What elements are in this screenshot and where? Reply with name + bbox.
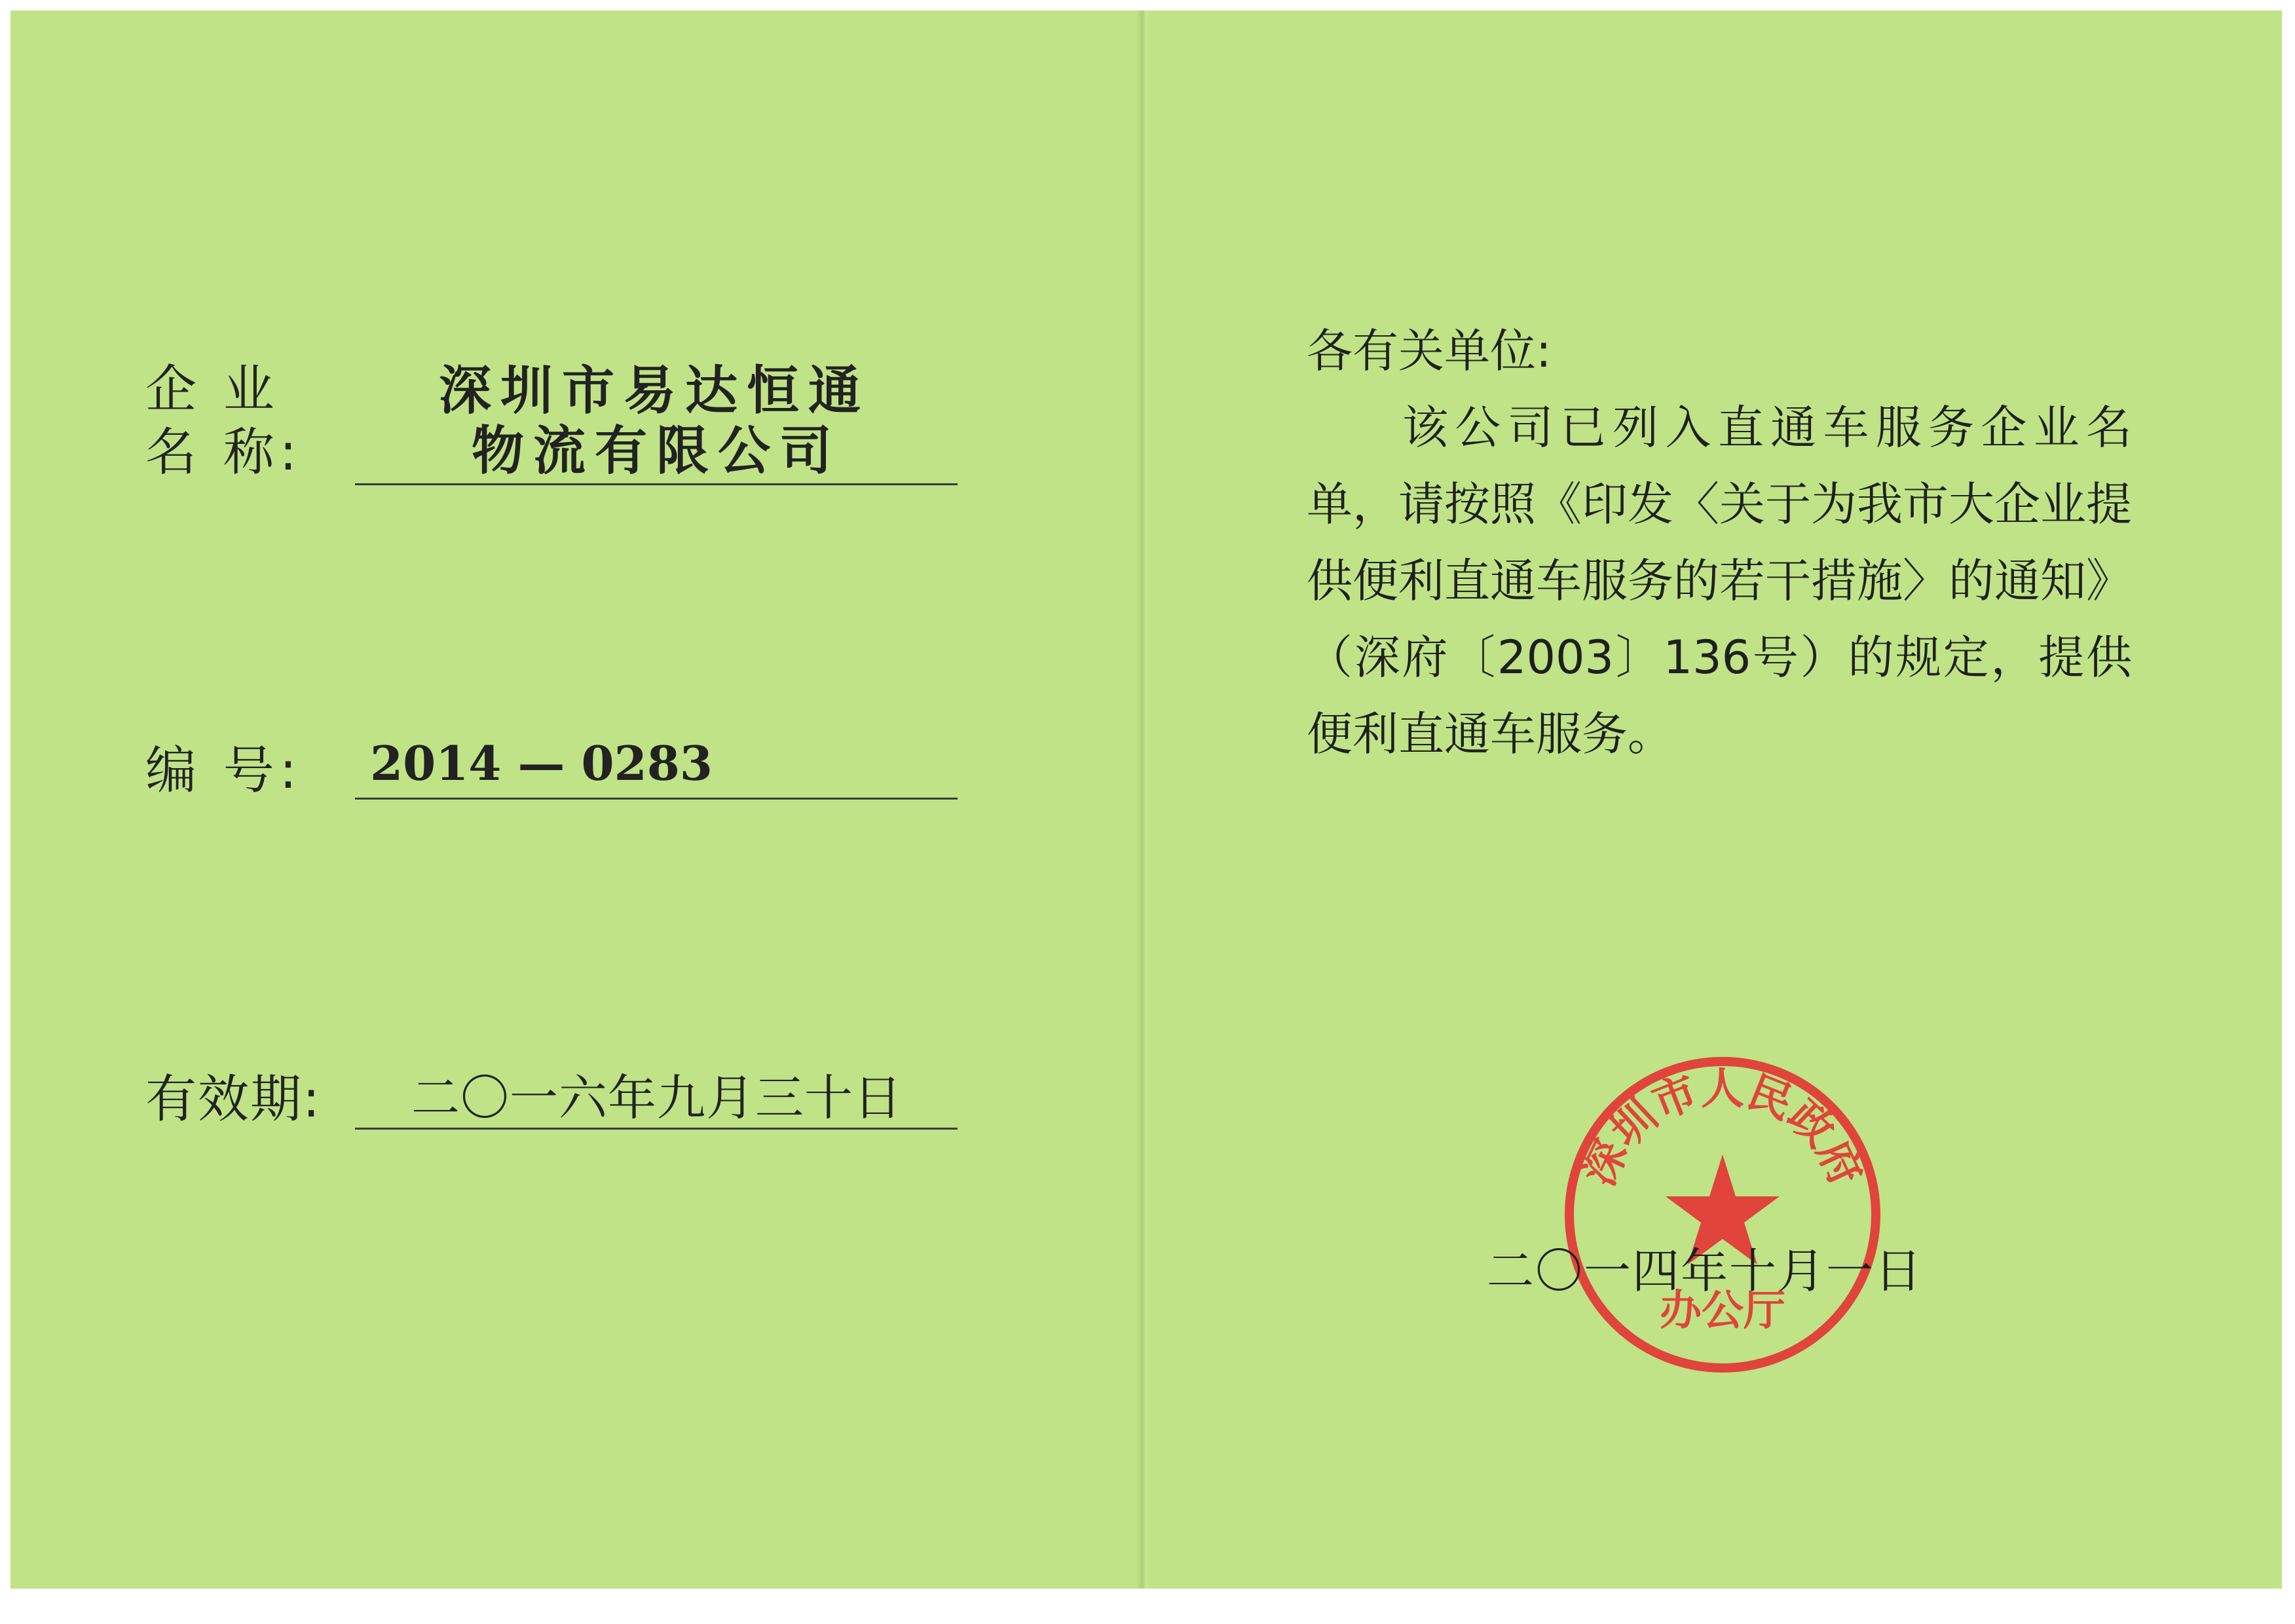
issue-date: 二〇一四年十月一日 [1487,1244,1924,1299]
company-name-line1: 深圳市易达恒通 [439,360,870,421]
seal-bottom-text: 办公厅 [1660,1287,1785,1335]
validity-underline [355,1128,958,1130]
company-name-line2: 物流有限公司 [472,420,841,481]
company-label-line2: 名 称: [145,423,303,482]
certificate-number: 2014 — 0283 [370,735,713,791]
seal-arc-text: 深圳市人民政府 [1573,1063,1872,1194]
validity-label: 有效期: [145,1070,322,1129]
company-label-line1: 企 业 [145,360,280,419]
notice-salutation: 各有关单位: [1307,324,1552,378]
official-seal-icon [1559,1051,1886,1378]
notice-body-text: 该公司已列入直通车服务企业名单，请按照《印发〈关于为我市大企业提供便利直通车服务的若干措施〉的通知》（深府〔2003〕136号）的规定，提供便利直通车服务。 [1307,401,2132,761]
number-underline [355,798,958,800]
number-label: 编 号: [145,741,303,800]
center-fold [1136,10,1151,1589]
validity-date: 二〇一六年九月三十日 [411,1070,903,1126]
company-name-underline [355,483,958,485]
notice-body [1307,390,2132,773]
